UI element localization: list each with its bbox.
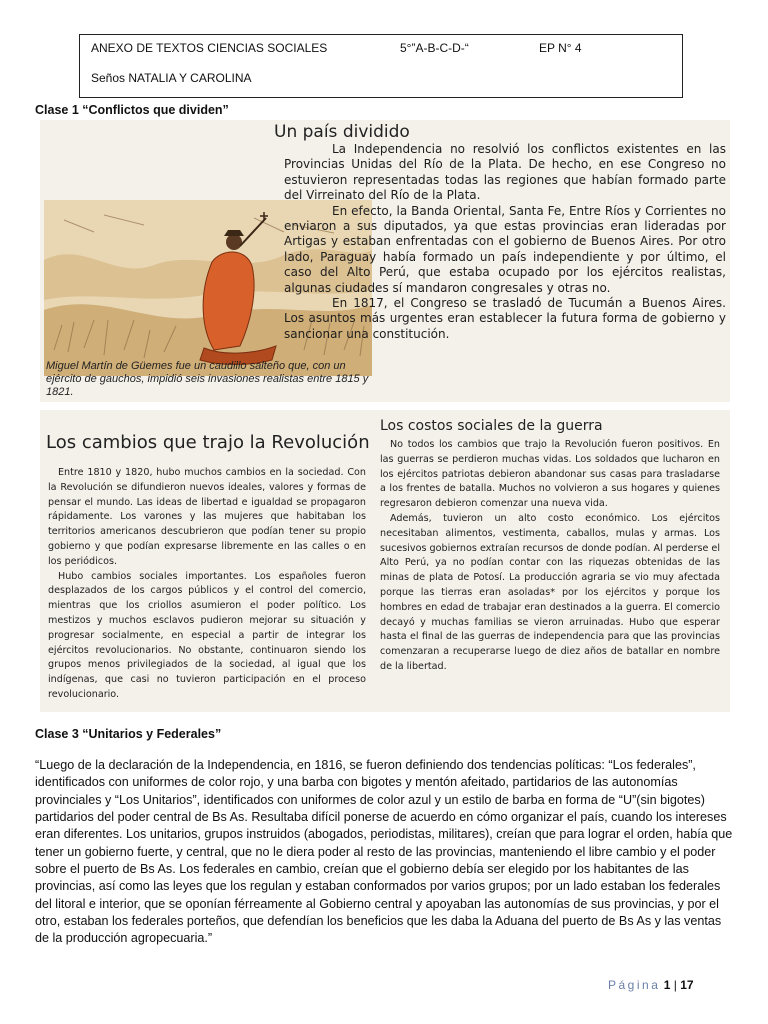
costos-sociales-body (380, 438, 720, 675)
paragraph: La Independencia no resolvió los conflictos existentes en las Provincias Unidas del Río de la Plata. De hecho, en ese Congreso no estuvieron representadas todas las regiones que habían formado parte del Virreinato del Río de la Plata. (284, 142, 726, 203)
page-label: Página (608, 978, 661, 992)
heading-costos-sociales: Los costos sociales de la guerra (380, 418, 603, 434)
illustration-caption: Miguel Martín de Güemes fue un caudillo salteño que, con un ejército de gauchos, impidió seis invasiones realistas entre 1815 y 1821. (46, 360, 369, 398)
paragraph: En efecto, la Banda Oriental, Santa Fe, Entre Ríos y Corrientes no enviaron a sus diputados, ya que estas provincias eran lideradas por Artigas y estaban enfrentadas con el gobierno de Buenos Aires. Por otro lado, Paraguay había formado un país independiente y por último, el caso del Alto Perú, que estaba ocupado por los ejércitos realistas, algunas ciudades sí mandaron congresales y otras no. (284, 203, 726, 295)
paragraph: Además, tuvieron un alto costo económico. Los ejércitos necesitaban alimentos, vestimenta, caballos, mulas y armas. Los sucesivos gobiernos extraían recursos de donde podían. Al perderse el Alto Perú, ya no podían contar con las riquezas obtenidas de las minas de plata de Potosí. La producción agraria se vio muy afectada porque las tierras eran asoladas* por los ejércitos y porque los hombres en edad de trabajar eran destinados a la guerra. El comercio decayó y muchas familias se vieron arruinadas. Hubo que esperar hasta el final de las guerras de independencia para que las provincias comenzaran a recuperarse luego de diez años de batallar en nombre de la libertad. (380, 512, 720, 672)
scan-cambios-revolucion (40, 410, 730, 712)
paragraph: Entre 1810 y 1820, hubo muchos cambios en la sociedad. Con la Revolución se difundieron nuevos ideales, valores y formas de pensar el mundo. Las ideas de libertad e igualdad se propagaron rápidamente. Los varones y las mujeres que habitaban los territorios americanos descubrieron que podían tener su propio gobierno y que podían expresarse libremente en las calles o en los periódicos. (48, 467, 366, 567)
page-footer (608, 978, 694, 992)
un-pais-dividido-body (284, 142, 726, 342)
heading-un-pais-dividido: Un país dividido (274, 122, 410, 142)
clase3-title: Clase 3 “Unitarios y Federales” (35, 727, 222, 741)
paragraph: Hubo cambios sociales importantes. Los españoles fueron desplazados de los cargos públicos y el control del comercio, mientras que los criollos asumieron el poder político. Los mestizos y muchos esclavos pudieron mejorar su situación y progresar socialmente, en especial a partir de integrar los ejércitos revolucionarios. No obstante, continuaron siendo los grupos menos privilegiados de la sociedad, al igual que los indígenas, que casi no tuvieron participación en el proceso revolucionario. (48, 570, 366, 700)
paragraph: No todos los cambios que trajo la Revolución fueron positivos. En las guerras se perdieron muchas vidas. Los soldados que lucharon en los ejércitos patriotas debieron abandonar sus casas para trasladarse a los frentes de batalla. Muchos no volvieron a sus hogares y quienes regresaron debieron comenzar una nueva vida. (380, 439, 720, 510)
clase3-body: “Luego de la declaración de la Independencia, en 1816, se fueron definiendo dos tendencias políticas: “Los federales”, identificados con uniformes de color rojo, y una barba con bigotes y mentón afeitado, partidarios de las autonomías provinciales y “Los Unitarios”, identificados con uniformes de color azul y un estilo de barba en forma de “U”(sin bigotes) partidarios del poder central de Bs As. Resultaba difícil ponerse de acuerdo en cómo organizar el país, cuando los intereses eran diferentes. Los unitarios, grupos instruidos (abogados, periodistas, militares), creían que para lograr el orden, había que tener un gobierno fuerte, y central, que no le diera poder al resto de las provincias, manteniendo el libre cambio y el poder sobre el puerto de Bs As. Los federales en cambio, creían que el gobierno debía ser elegido por los habitantes de las provincias, así como las leyes que los regulan y estaban conformados por varios grupos; por un lado estaban los federales del litoral e interior, que se oponían férreamente al Gobierno central y apoyaban las autonomías de sus provincias, y por el otro, estaban los federales porteños, que defendían los beneficios que les daba la Aduana del puerto de Bs As y las ventas de la producción agropecuaria.” (35, 758, 733, 946)
header-box (79, 34, 683, 98)
scan-un-pais-dividido (40, 120, 730, 402)
cambios-revolucion-body (48, 466, 366, 703)
total-pages: 17 (680, 978, 694, 992)
paragraph: En 1817, el Congreso se trasladó de Tucumán a Buenos Aires. Los asuntos más urgentes eran establecer la futura forma de gobierno y sancionar una constitución. (284, 296, 726, 341)
clase1-title: Clase 1 “Conflictos que dividen” (35, 103, 229, 117)
grade-label: 5°”A-B-C-D-“ (400, 41, 469, 55)
page-number: 1 (663, 978, 671, 992)
school-label: EP N° 4 (539, 41, 582, 55)
teachers-label: Seños NATALIA Y CAROLINA (91, 71, 252, 85)
heading-cambios-revolucion: Los cambios que trajo la Revolución (46, 432, 370, 453)
page-separator: | (673, 978, 677, 992)
subject-label: ANEXO DE TEXTOS CIENCIAS SOCIALES (91, 41, 328, 55)
